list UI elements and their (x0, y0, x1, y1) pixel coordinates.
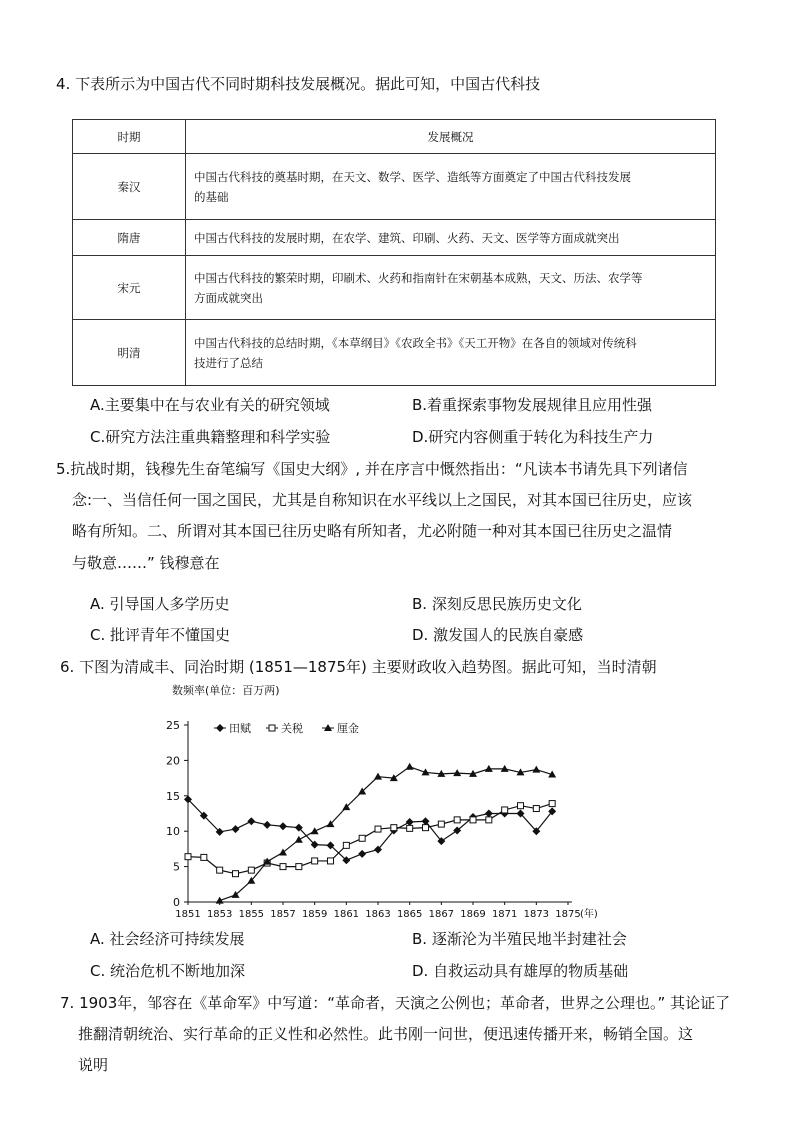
x-tick-label: 1865 (396, 909, 423, 920)
revenue-chart (160, 680, 620, 920)
x-tick-label: 1869 (460, 909, 486, 920)
data-point (485, 810, 493, 818)
q6-option-b[interactable]: B. 逐渐沦为半殖民地半封建社会 (412, 930, 627, 948)
q5-option-a[interactable]: A. 引导国人多学历史 (90, 595, 230, 613)
q7-stem-line: 说明 (78, 1056, 109, 1074)
table-row (73, 220, 716, 256)
data-point (311, 827, 319, 834)
x-tick-label: 1861 (333, 909, 360, 920)
data-point (312, 858, 318, 864)
data-point (391, 825, 397, 831)
x-tick-label: 1871 (491, 909, 518, 920)
desc-line: 中国古代科技的发展时期，在农学、建筑、印刷、火药、天文、医学等方面成就突出 (194, 230, 620, 245)
x-tick-label: 1873 (523, 909, 550, 920)
x-tick-label: 1863 (365, 909, 391, 920)
y-axis-label: 数频率(单位：百万两) (172, 684, 280, 697)
series-line-1 (188, 804, 552, 874)
tech-table (72, 119, 716, 386)
desc-line: 中国古代科技的奠基时期，在天文、数学、医学、造纸等方面奠定了中国古代科技发展 (194, 169, 631, 184)
x-tick-label: 1855 (238, 909, 265, 920)
data-point (217, 867, 223, 873)
x-tick-label: 1867 (428, 909, 455, 920)
x-tick-label: 1851 (175, 909, 201, 920)
table-cell-desc (186, 256, 716, 320)
legend-label: 关税 (281, 722, 303, 735)
data-point (423, 825, 429, 831)
q4-option-d[interactable]: D.研究内容侧重于转化为科技生产力 (412, 428, 654, 446)
data-point (185, 854, 191, 860)
desc-line: 的基础 (194, 189, 229, 204)
data-point (470, 817, 476, 823)
desc-line: 方面成就突出 (194, 290, 263, 305)
y-tick-label: 5 (173, 860, 180, 874)
data-point (296, 864, 302, 870)
y-tick-label: 25 (166, 719, 180, 732)
table-cell-period: 宋元 (73, 256, 186, 320)
legend-label: 厘金 (337, 722, 359, 735)
data-point (533, 806, 539, 812)
q4-option-b[interactable]: B.着重探索事物发展规律且应用性强 (412, 396, 653, 414)
data-point (343, 842, 349, 848)
q5-option-b[interactable]: B. 深刻反思民族历史文化 (412, 595, 582, 613)
legend-label: 田赋 (229, 722, 251, 735)
data-point (486, 817, 492, 823)
q4-option-a[interactable]: A.主要集中在与农业有关的研究领域 (90, 396, 330, 414)
desc-line: 技进行了总结 (194, 355, 263, 370)
data-point (374, 773, 382, 780)
q6-option-d[interactable]: D. 自救运动具有雄厚的物质基础 (412, 962, 629, 980)
data-point (232, 825, 240, 833)
table-header-desc: 发展概况 (186, 120, 716, 154)
data-point (359, 835, 365, 841)
q6-option-c[interactable]: C. 统治危机不断地加深 (90, 962, 246, 980)
data-point (532, 766, 540, 773)
legend-marker (269, 725, 275, 731)
q6-stem: 6. 下图为清咸丰、同治时期 (1851—1875年) 主要财政收入趋势图。据此可知，当时清朝 (60, 658, 657, 676)
data-point (518, 803, 524, 809)
data-point (263, 821, 271, 829)
y-tick-label: 15 (166, 789, 180, 803)
q4-option-c[interactable]: C.研究方法注重典籍整理和科学实验 (90, 428, 331, 446)
x-tick-label: 1875 (555, 909, 581, 920)
q5-stem-line: 略有所知。二、所谓对其本国已往历史略有所知者，尤必附随一种对其本国已往历史之温情 (72, 522, 673, 540)
data-point (502, 807, 508, 813)
data-point (233, 871, 239, 877)
data-point (454, 817, 460, 823)
table-row (73, 256, 716, 320)
series-line-0 (188, 799, 552, 860)
q5-stem-line: 与敬意……” 钱穆意在 (72, 554, 220, 572)
table-cell-period: 秦汉 (73, 154, 186, 220)
data-point (453, 769, 461, 776)
x-tick-label: 1859 (301, 909, 328, 920)
x-axis-label: (年) (580, 909, 598, 920)
q5-stem-line: 念:一、当信任何一国之国民，尤其是自称知识在水平线以上之国民，对其本国已往历史，应该 (72, 491, 693, 509)
q5-option-d[interactable]: D. 激发国人的民族自豪感 (412, 626, 584, 644)
desc-line: 中国古代科技的总结时期，《本草纲目》《农政全书》《天工开物》在各自的领域对传统科 (194, 335, 637, 350)
q5-option-c[interactable]: C. 批评青年不懂国史 (90, 626, 231, 644)
q5-stem-line: 5.抗战时期，钱穆先生奋笔编写《国史大纲》, 并在序言中慨然指出：“凡读本书请先具下列诸信 (56, 460, 688, 478)
data-point (406, 818, 414, 826)
q4-stem: 4. 下表所示为中国古代不同时期科技发展概况。据此可知，中国古代科技 (56, 75, 541, 93)
q7-stem-line: 7. 1903年，邹容在《革命军》中写道：“革命者，天演之公例也；革命者，世界之公理也。” 其论证了 (60, 994, 731, 1012)
q6-option-a[interactable]: A. 社会经济可持续发展 (90, 930, 245, 948)
data-point (328, 858, 334, 864)
data-point (407, 825, 413, 831)
data-point (549, 801, 555, 807)
q7-stem-line: 推翻清朝统治、实行革命的正义性和必然性。此书刚一问世，便迅速传播开来，畅销全国。这 (78, 1025, 694, 1043)
data-point (201, 854, 207, 860)
table-cell-period: 明清 (73, 320, 186, 386)
y-tick-label: 10 (166, 825, 180, 839)
table-cell-desc (186, 220, 716, 256)
y-tick-label: 0 (173, 896, 180, 909)
desc-line: 中国古代科技的繁荣时期，印刷术、火药和指南针在宋朝基本成熟，天文、历法、农学等 (194, 270, 643, 285)
table-cell-desc (186, 320, 716, 386)
data-point (375, 826, 381, 832)
x-tick-label: 1857 (270, 909, 296, 920)
y-tick-label: 20 (166, 754, 180, 768)
series-line-2 (220, 767, 552, 901)
x-tick-label: 1853 (206, 909, 233, 920)
table-cell-period: 隋唐 (73, 220, 186, 256)
data-point (406, 763, 414, 770)
data-point (438, 821, 444, 827)
table-header-period: 时期 (73, 120, 186, 154)
data-point (280, 864, 286, 870)
table-cell-desc (186, 154, 716, 220)
data-point (248, 867, 254, 873)
table-row (73, 154, 716, 220)
table-row (73, 320, 716, 386)
legend-marker (216, 724, 224, 732)
data-point (295, 836, 303, 843)
data-point (279, 822, 287, 830)
data-point (358, 850, 366, 858)
data-point (247, 817, 255, 825)
